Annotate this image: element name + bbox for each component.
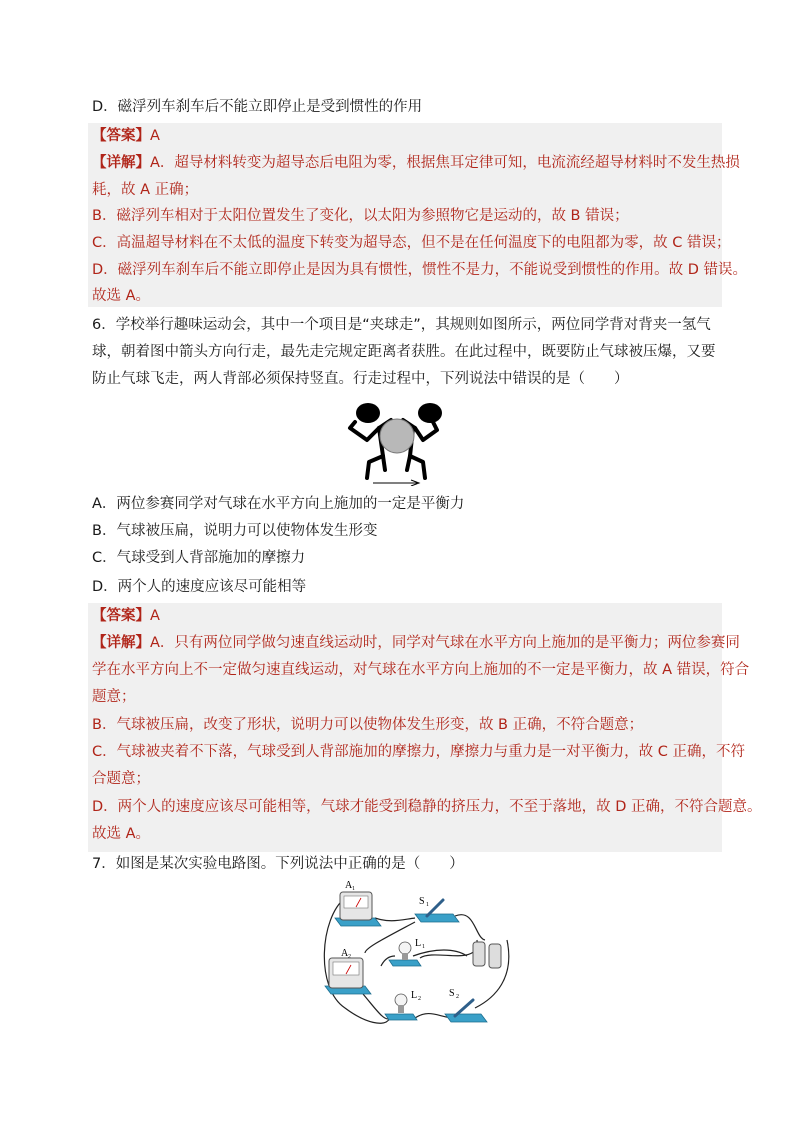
answer-value: A <box>150 128 160 144</box>
ammeter-a1 <box>335 880 381 926</box>
balloon-figure <box>345 398 445 486</box>
detail-tag: 【详解】 <box>92 155 150 171</box>
svg-text:S: S <box>449 988 455 999</box>
svg-text:A: A <box>345 880 353 891</box>
q5-detail-line: B．磁浮列车相对于太阳位置发生了变化，以太阳为参照物它是运动的，故 B 错误； <box>92 208 629 224</box>
q6-detail-line: 故选 A。 <box>92 826 151 842</box>
q6-detail-line: 题意； <box>92 689 136 705</box>
lamp-l1 <box>389 938 425 966</box>
q6-stem-line: 防止气球飞走，两人背部必须保持竖直。行走过程中，下列说法中错误的是（ ） <box>92 371 629 387</box>
answer-value: A <box>150 608 160 624</box>
q6-option-c: C．气球受到人背部施加的摩擦力 <box>92 550 306 566</box>
ammeter-a2 <box>325 948 371 994</box>
q6-detail-line: C．气球被夹着不下落，气球受到人背部施加的摩擦力，摩擦力与重力是一对平衡力，故 C 正确，不符 <box>92 744 745 760</box>
svg-text:2: 2 <box>418 996 421 1002</box>
q6-detail-line: 学在水平方向上不一定做匀速直线运动，对气球在水平方向上施加的不一定是平衡力，故 A 错误，符合 <box>92 662 750 678</box>
q6-answer <box>92 606 160 626</box>
svg-text:1: 1 <box>422 944 425 950</box>
svg-text:L: L <box>411 990 418 1001</box>
svg-text:L: L <box>415 938 422 949</box>
lamp-l2 <box>385 990 421 1020</box>
q5-detail-line: 故选 A。 <box>92 288 151 304</box>
svg-text:2: 2 <box>456 994 459 1000</box>
q5-detail-line: D．磁浮列车刹车后不能立即停止是因为具有惯性，惯性不是力，不能说受到惯性的作用。故 D 错误。 <box>92 262 748 278</box>
q6-stem-line: 球，朝着图中箭头方向行走，最先走完规定距离者获胜。在此过程中，既要防止气球被压爆，又要 <box>92 344 716 360</box>
q6-option-a: A．两位参赛同学对气球在水平方向上施加的一定是平衡力 <box>92 496 465 512</box>
q5-answer <box>92 126 160 146</box>
q6-detail-line: B．气球被压扁，改变了形状，说明力可以使物体发生形变，故 B 正确，不符合题意； <box>92 717 644 733</box>
svg-text:2: 2 <box>348 954 351 960</box>
answer-tag: 【答案】 <box>92 608 150 624</box>
q6-detail-line: D．两个人的速度应该尽可能相等，气球才能受到稳静的挤压力，不至于落地，故 D 正确，不符合题意。 <box>92 799 762 815</box>
svg-text:1: 1 <box>426 902 429 908</box>
q7-stem: 7．如图是某次实验电路图。下列说法中正确的是（ ） <box>92 856 464 872</box>
q5-detail-line: 耗，故 A 正确； <box>92 182 199 198</box>
q6-detail-line: 合题意； <box>92 771 150 787</box>
circuit-figure <box>305 878 520 1038</box>
answer-tag: 【答案】 <box>92 128 150 144</box>
svg-text:S: S <box>419 896 425 907</box>
battery-pack <box>473 942 501 968</box>
detail-tag: 【详解】 <box>92 635 150 651</box>
q6-detail-line: 【详解】A．只有两位同学做匀速直线运动时，同学对气球在水平方向上施加的是平衡力；两位参赛同 <box>92 635 740 651</box>
q5-detail-line: 【详解】A．超导材料转变为超导态后电阻为零，根据焦耳定律可知，电流流经超导材料时不发生热损 <box>92 155 740 171</box>
q6-option-d: D．两个人的速度应该尽可能相等 <box>92 579 307 595</box>
q5-option-d: D．磁浮列车刹车后不能立即停止是受到惯性的作用 <box>92 99 423 115</box>
svg-text:A: A <box>341 948 349 959</box>
q6-option-b: B．气球被压扁，说明力可以使物体发生形变 <box>92 523 378 539</box>
q6-stem-line: 6．学校举行趣味运动会，其中一个项目是“夹球走”，其规则如图所示，两位同学背对背夹一氢气 <box>92 317 711 333</box>
q5-detail-line: C．高温超导材料在不太低的温度下转变为超导态，但不是在任何温度下的电阻都为零，故 C 错误； <box>92 235 731 251</box>
balloon <box>380 419 414 453</box>
svg-text:1: 1 <box>352 886 355 892</box>
switch-s1 <box>415 896 459 922</box>
